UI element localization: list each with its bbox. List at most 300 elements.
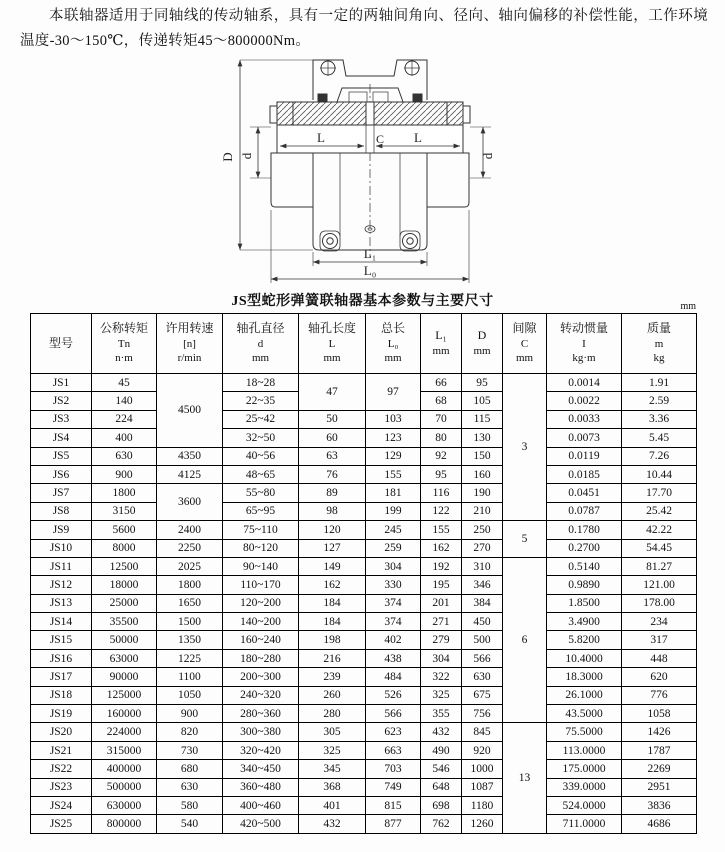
cell-l1: 201 <box>421 594 462 612</box>
cell-allowed-speed: 1225 <box>157 649 223 667</box>
left-hub <box>271 153 313 207</box>
cell-total-length: 703 <box>366 760 421 778</box>
cell-outer-diameter: 190 <box>462 484 503 502</box>
cell-bore-diameter: 120~200 <box>223 594 299 612</box>
cell-l1: 432 <box>421 723 462 741</box>
cell-bore-diameter: 320~420 <box>223 741 299 759</box>
cell-inertia: 0.2700 <box>547 539 622 557</box>
cell-l1: 70 <box>421 410 462 428</box>
cell-outer-diameter: 150 <box>462 447 503 465</box>
cell-bore-length: 305 <box>299 723 366 741</box>
cell-inertia: 0.0014 <box>547 374 622 392</box>
table-header <box>31 314 697 374</box>
table-row <box>31 778 697 796</box>
spring-housing <box>313 153 427 250</box>
cell-model: JS6 <box>31 465 92 483</box>
cell-mass: 10.44 <box>622 465 697 483</box>
cell-inertia: 0.0185 <box>547 465 622 483</box>
cell-l1: 271 <box>421 613 462 631</box>
col-header-bore-length: 轴孔长度 L mm <box>299 314 366 374</box>
cell-total-length: 402 <box>366 631 421 649</box>
cell-model: JS24 <box>31 796 92 814</box>
cell-total-length: 155 <box>366 465 421 483</box>
cell-bore-length: 76 <box>299 465 366 483</box>
cell-nominal-torque: 125000 <box>92 686 157 704</box>
cell-outer-diameter: 160 <box>462 465 503 483</box>
table-row <box>31 465 697 483</box>
cell-allowed-speed: 900 <box>157 705 223 723</box>
cell-bore-diameter: 140~200 <box>223 613 299 631</box>
cell-inertia: 175.0000 <box>547 760 622 778</box>
cell-model: JS14 <box>31 613 92 631</box>
cell-l1: 116 <box>421 484 462 502</box>
cell-nominal-torque: 630 <box>92 447 157 465</box>
col-header-mass: 质量 m kg <box>622 314 697 374</box>
table-title: JS型蛇形弹簧联轴器基本参数与主要尺寸 <box>231 294 494 309</box>
cell-nominal-torque: 8000 <box>92 539 157 557</box>
cell-nominal-torque: 50000 <box>92 631 157 649</box>
cell-nominal-torque: 160000 <box>92 705 157 723</box>
cell-bore-diameter: 55~80 <box>223 484 299 502</box>
cell-bore-diameter: 48~65 <box>223 465 299 483</box>
table-row <box>31 502 697 520</box>
cell-clearance: 5 <box>503 521 547 558</box>
cell-model: JS20 <box>31 723 92 741</box>
table-row <box>31 760 697 778</box>
table-row <box>31 576 697 594</box>
cell-mass: 4686 <box>622 815 697 833</box>
coupling-diagram <box>180 50 560 290</box>
cell-mass: 121.00 <box>622 576 697 594</box>
cell-model: JS22 <box>31 760 92 778</box>
cell-nominal-torque: 1800 <box>92 484 157 502</box>
cell-bore-diameter: 280~360 <box>223 705 299 723</box>
cell-bore-length: 184 <box>299 613 366 631</box>
cell-l1: 162 <box>421 539 462 557</box>
cell-l1: 355 <box>421 705 462 723</box>
cell-allowed-speed: 4125 <box>157 465 223 483</box>
cell-bore-length: 198 <box>299 631 366 649</box>
cell-total-length: 877 <box>366 815 421 833</box>
col-header-bore-diameter: 轴孔直径 d mm <box>223 314 299 374</box>
cell-nominal-torque: 45 <box>92 374 157 392</box>
cell-total-length: 330 <box>366 576 421 594</box>
cell-bore-length: 89 <box>299 484 366 502</box>
cell-inertia: 711.0000 <box>547 815 622 833</box>
cell-bore-diameter: 240~320 <box>223 686 299 704</box>
cell-total-length: 123 <box>366 429 421 447</box>
cell-mass: 448 <box>622 649 697 667</box>
cell-bore-length: 120 <box>299 521 366 539</box>
cell-mass: 317 <box>622 631 697 649</box>
table-row <box>31 723 697 741</box>
cell-outer-diameter: 346 <box>462 576 503 594</box>
cell-mass: 178.00 <box>622 594 697 612</box>
cell-outer-diameter: 1087 <box>462 778 503 796</box>
cell-inertia: 0.5140 <box>547 557 622 575</box>
cell-mass: 54.45 <box>622 539 697 557</box>
cell-bore-length: 60 <box>299 429 366 447</box>
cell-allowed-speed: 2025 <box>157 557 223 575</box>
cell-bore-length: 184 <box>299 594 366 612</box>
cell-nominal-torque: 315000 <box>92 741 157 759</box>
cell-outer-diameter: 756 <box>462 705 503 723</box>
cell-total-length: 103 <box>366 410 421 428</box>
cell-clearance: 6 <box>503 557 547 723</box>
cell-nominal-torque: 800000 <box>92 815 157 833</box>
cell-inertia: 1.8500 <box>547 594 622 612</box>
cell-model: JS1 <box>31 374 92 392</box>
cell-bore-length: 149 <box>299 557 366 575</box>
cell-clearance: 3 <box>503 374 547 521</box>
cell-mass: 42.22 <box>622 521 697 539</box>
cell-allowed-speed: 1650 <box>157 594 223 612</box>
cell-model: JS17 <box>31 668 92 686</box>
cell-bore-diameter: 340~450 <box>223 760 299 778</box>
table-row <box>31 521 697 539</box>
cell-bore-diameter: 90~140 <box>223 557 299 575</box>
dim-label-L1: L₁ <box>363 246 377 261</box>
table-row <box>31 668 697 686</box>
cell-nominal-torque: 90000 <box>92 668 157 686</box>
cell-allowed-speed: 580 <box>157 796 223 814</box>
cell-nominal-torque: 5600 <box>92 521 157 539</box>
cell-nominal-torque: 18000 <box>92 576 157 594</box>
col-header-nominal-torque: 公称转矩 Tn n·m <box>92 314 157 374</box>
cell-outer-diameter: 450 <box>462 613 503 631</box>
table-unit-note: mm <box>680 301 696 312</box>
cell-bore-length: 368 <box>299 778 366 796</box>
cell-total-length: 374 <box>366 613 421 631</box>
cell-model: JS2 <box>31 392 92 410</box>
cell-allowed-speed: 4350 <box>157 447 223 465</box>
cell-inertia: 524.0000 <box>547 796 622 814</box>
top-lug <box>313 60 427 100</box>
cell-outer-diameter: 500 <box>462 631 503 649</box>
cell-l1: 546 <box>421 760 462 778</box>
cell-bore-diameter: 160~240 <box>223 631 299 649</box>
table-row <box>31 649 697 667</box>
cell-bore-length: 98 <box>299 502 366 520</box>
cell-total-length: 749 <box>366 778 421 796</box>
cell-inertia: 0.0022 <box>547 392 622 410</box>
cell-outer-diameter: 384 <box>462 594 503 612</box>
cell-total-length: 566 <box>366 705 421 723</box>
intro-paragraph: 本联轴器适用于同轴线的传动轴系，具有一定的两轴间角向、径向、轴向偏移的补偿性能，工作环境温度-30～150℃，传递转矩45～800000Nm。 <box>20 8 708 49</box>
cell-nominal-torque: 63000 <box>92 649 157 667</box>
cell-inertia: 26.1000 <box>547 686 622 704</box>
cell-l1: 698 <box>421 796 462 814</box>
cell-bore-length: 47 <box>299 374 366 411</box>
cell-outer-diameter: 845 <box>462 723 503 741</box>
cell-bore-length: 401 <box>299 796 366 814</box>
cell-outer-diameter: 675 <box>462 686 503 704</box>
col-header-clearance: 间隙 C mm <box>503 314 547 374</box>
header-row <box>31 314 697 374</box>
cell-total-length: 181 <box>366 484 421 502</box>
cell-outer-diameter: 250 <box>462 521 503 539</box>
cell-mass: 3836 <box>622 796 697 814</box>
cell-bore-length: 325 <box>299 741 366 759</box>
cell-bore-diameter: 200~300 <box>223 668 299 686</box>
cell-model: JS25 <box>31 815 92 833</box>
cell-model: JS15 <box>31 631 92 649</box>
cell-model: JS10 <box>31 539 92 557</box>
cell-total-length: 526 <box>366 686 421 704</box>
cell-nominal-torque: 500000 <box>92 778 157 796</box>
cell-mass: 1787 <box>622 741 697 759</box>
cell-outer-diameter: 130 <box>462 429 503 447</box>
table-row <box>31 374 697 392</box>
cell-bore-diameter: 420~500 <box>223 815 299 833</box>
cell-allowed-speed: 3600 <box>157 484 223 521</box>
cell-l1: 325 <box>421 686 462 704</box>
col-header-model: 型号 <box>31 314 92 374</box>
cell-bore-diameter: 65~95 <box>223 502 299 520</box>
cell-bore-length: 63 <box>299 447 366 465</box>
cell-l1: 155 <box>421 521 462 539</box>
cell-mass: 25.42 <box>622 502 697 520</box>
cell-inertia: 75.5000 <box>547 723 622 741</box>
cell-model: JS5 <box>31 447 92 465</box>
cell-inertia: 0.0073 <box>547 429 622 447</box>
cell-total-length: 245 <box>366 521 421 539</box>
cell-bore-length: 345 <box>299 760 366 778</box>
cell-allowed-speed: 540 <box>157 815 223 833</box>
cell-outer-diameter: 115 <box>462 410 503 428</box>
dim-label-D: D <box>220 152 235 162</box>
cell-mass: 5.45 <box>622 429 697 447</box>
cell-nominal-torque: 400000 <box>92 760 157 778</box>
cell-outer-diameter: 105 <box>462 392 503 410</box>
cell-model: JS8 <box>31 502 92 520</box>
table-row <box>31 686 697 704</box>
cell-inertia: 10.4000 <box>547 649 622 667</box>
cell-clearance: 13 <box>503 723 547 833</box>
cell-allowed-speed: 820 <box>157 723 223 741</box>
cell-bore-diameter: 110~170 <box>223 576 299 594</box>
cell-bore-length: 216 <box>299 649 366 667</box>
cell-bore-diameter: 360~480 <box>223 778 299 796</box>
cell-model: JS11 <box>31 557 92 575</box>
table-row <box>31 705 697 723</box>
cell-allowed-speed: 1500 <box>157 613 223 631</box>
cell-bore-length: 127 <box>299 539 366 557</box>
cell-inertia: 0.0787 <box>547 502 622 520</box>
cell-bore-diameter: 400~460 <box>223 796 299 814</box>
cell-outer-diameter: 1260 <box>462 815 503 833</box>
cell-allowed-speed: 1100 <box>157 668 223 686</box>
table-row <box>31 815 697 833</box>
cell-outer-diameter: 630 <box>462 668 503 686</box>
table-row <box>31 594 697 612</box>
table-row <box>31 631 697 649</box>
cell-allowed-speed: 1350 <box>157 631 223 649</box>
cell-nominal-torque: 900 <box>92 465 157 483</box>
cell-total-length: 259 <box>366 539 421 557</box>
right-hub <box>427 153 469 207</box>
cell-model: JS3 <box>31 410 92 428</box>
cell-bore-diameter: 25~42 <box>223 410 299 428</box>
cell-bore-diameter: 300~380 <box>223 723 299 741</box>
cell-model: JS13 <box>31 594 92 612</box>
table-row <box>31 557 697 575</box>
cell-l1: 322 <box>421 668 462 686</box>
cell-l1: 648 <box>421 778 462 796</box>
cell-nominal-torque: 400 <box>92 429 157 447</box>
cell-outer-diameter: 1180 <box>462 796 503 814</box>
cell-nominal-torque: 12500 <box>92 557 157 575</box>
cell-inertia: 339.0000 <box>547 778 622 796</box>
col-header-total-length: 总长 L₀ mm <box>366 314 421 374</box>
cell-allowed-speed: 680 <box>157 760 223 778</box>
cell-allowed-speed: 730 <box>157 741 223 759</box>
table-row <box>31 613 697 631</box>
cell-l1: 490 <box>421 741 462 759</box>
cell-bore-length: 280 <box>299 705 366 723</box>
cell-inertia: 43.5000 <box>547 705 622 723</box>
cell-inertia: 5.8200 <box>547 631 622 649</box>
dim-label-d-right: d <box>480 152 495 160</box>
cell-total-length: 623 <box>366 723 421 741</box>
cell-mass: 7.26 <box>622 447 697 465</box>
table-row <box>31 539 697 557</box>
cell-model: JS19 <box>31 705 92 723</box>
cell-bore-length: 50 <box>299 410 366 428</box>
cell-l1: 92 <box>421 447 462 465</box>
cell-mass: 1058 <box>622 705 697 723</box>
cell-nominal-torque: 3150 <box>92 502 157 520</box>
cell-mass: 620 <box>622 668 697 686</box>
cell-total-length: 97 <box>366 374 421 411</box>
cell-bore-diameter: 22~35 <box>223 392 299 410</box>
cell-mass: 2.59 <box>622 392 697 410</box>
cell-l1: 279 <box>421 631 462 649</box>
cell-inertia: 0.1780 <box>547 521 622 539</box>
cell-bore-diameter: 40~56 <box>223 447 299 465</box>
cell-allowed-speed: 1050 <box>157 686 223 704</box>
cell-nominal-torque: 224 <box>92 410 157 428</box>
cell-l1: 762 <box>421 815 462 833</box>
dim-label-L-right: L <box>414 130 422 145</box>
cell-inertia: 0.0033 <box>547 410 622 428</box>
cell-mass: 1426 <box>622 723 697 741</box>
col-header-allowed-speed: 许用转速 [n] r/min <box>157 314 223 374</box>
cell-inertia: 0.0119 <box>547 447 622 465</box>
cell-model: JS9 <box>31 521 92 539</box>
cell-bore-diameter: 18~28 <box>223 374 299 392</box>
dim-label-L-left: L <box>317 130 325 145</box>
table-body <box>31 374 697 834</box>
cell-model: JS23 <box>31 778 92 796</box>
cell-l1: 95 <box>421 465 462 483</box>
table-row <box>31 410 697 428</box>
cell-bore-diameter: 32~50 <box>223 429 299 447</box>
cell-allowed-speed: 2250 <box>157 539 223 557</box>
cell-nominal-torque: 25000 <box>92 594 157 612</box>
cell-bore-length: 260 <box>299 686 366 704</box>
cell-inertia: 0.0451 <box>547 484 622 502</box>
cell-inertia: 18.3000 <box>547 668 622 686</box>
cell-mass: 2951 <box>622 778 697 796</box>
dim-label-C: C <box>375 132 385 146</box>
cell-outer-diameter: 210 <box>462 502 503 520</box>
cell-total-length: 374 <box>366 594 421 612</box>
cell-bore-length: 239 <box>299 668 366 686</box>
cell-l1: 192 <box>421 557 462 575</box>
table-row <box>31 484 697 502</box>
cell-nominal-torque: 140 <box>92 392 157 410</box>
cell-l1: 195 <box>421 576 462 594</box>
cell-total-length: 129 <box>366 447 421 465</box>
cell-mass: 3.36 <box>622 410 697 428</box>
cell-allowed-speed: 1800 <box>157 576 223 594</box>
cell-l1: 80 <box>421 429 462 447</box>
cell-allowed-speed: 4500 <box>157 374 223 448</box>
cell-mass: 17.70 <box>622 484 697 502</box>
parameters-table <box>30 313 697 834</box>
cell-mass: 234 <box>622 613 697 631</box>
cell-model: JS16 <box>31 649 92 667</box>
cell-bore-diameter: 80~120 <box>223 539 299 557</box>
cell-bore-length: 162 <box>299 576 366 594</box>
cell-nominal-torque: 224000 <box>92 723 157 741</box>
cell-bore-diameter: 75~110 <box>223 521 299 539</box>
cell-inertia: 113.0000 <box>547 741 622 759</box>
cell-mass: 2269 <box>622 760 697 778</box>
cell-bore-diameter: 180~280 <box>223 649 299 667</box>
cell-l1: 66 <box>421 374 462 392</box>
cell-bore-length: 432 <box>299 815 366 833</box>
cell-model: JS21 <box>31 741 92 759</box>
cell-mass: 776 <box>622 686 697 704</box>
coupling-cross-section <box>180 50 560 290</box>
cell-total-length: 438 <box>366 649 421 667</box>
cell-total-length: 484 <box>366 668 421 686</box>
cell-total-length: 199 <box>366 502 421 520</box>
cell-total-length: 304 <box>366 557 421 575</box>
dim-label-d-left: d <box>239 152 254 160</box>
cell-model: JS7 <box>31 484 92 502</box>
cell-model: JS18 <box>31 686 92 704</box>
cell-l1: 304 <box>421 649 462 667</box>
cell-model: JS4 <box>31 429 92 447</box>
cell-outer-diameter: 920 <box>462 741 503 759</box>
cell-outer-diameter: 95 <box>462 374 503 392</box>
cell-outer-diameter: 310 <box>462 557 503 575</box>
cell-outer-diameter: 1000 <box>462 760 503 778</box>
table-row <box>31 796 697 814</box>
cell-nominal-torque: 630000 <box>92 796 157 814</box>
cell-nominal-torque: 35500 <box>92 613 157 631</box>
col-header-l1: L₁ mm <box>421 314 462 374</box>
cell-inertia: 3.4900 <box>547 613 622 631</box>
cell-outer-diameter: 566 <box>462 649 503 667</box>
cell-mass: 1.91 <box>622 374 697 392</box>
cell-outer-diameter: 270 <box>462 539 503 557</box>
cell-allowed-speed: 630 <box>157 778 223 796</box>
col-header-inertia: 转动惯量 I kg·m <box>547 314 622 374</box>
cell-l1: 68 <box>421 392 462 410</box>
table-row <box>31 447 697 465</box>
cell-l1: 122 <box>421 502 462 520</box>
table-row <box>31 741 697 759</box>
cell-inertia: 0.9890 <box>547 576 622 594</box>
col-header-outer-diameter: D mm <box>462 314 503 374</box>
cell-total-length: 663 <box>366 741 421 759</box>
table-row <box>31 429 697 447</box>
cell-allowed-speed: 2400 <box>157 521 223 539</box>
